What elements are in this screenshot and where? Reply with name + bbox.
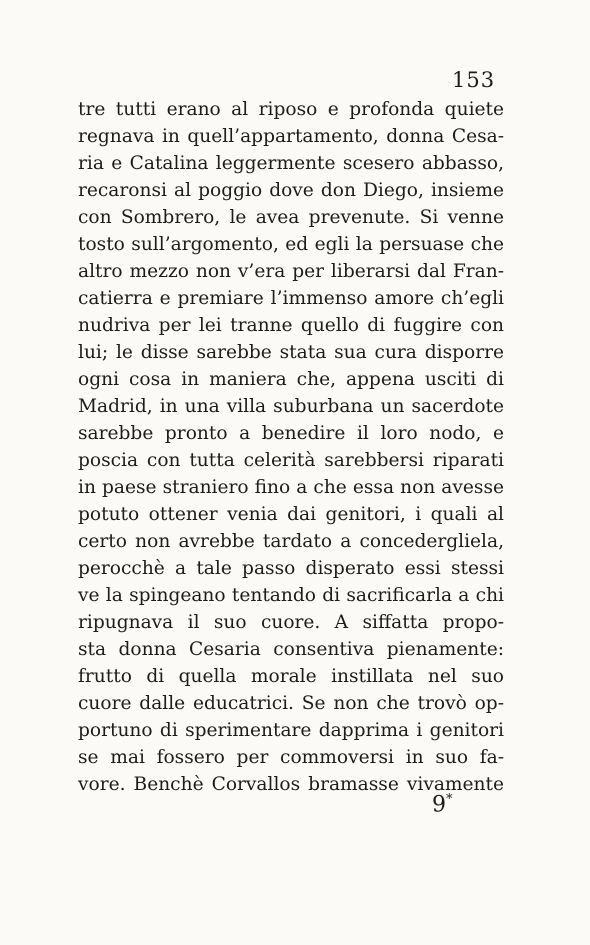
text-line: perocchè a tale passo disperato essi stessi [78, 558, 504, 579]
text-line: certo non avrebbe tardato a concedergliela, [78, 531, 504, 552]
text-line: se mai fossero per commoversi in suo fa- [78, 747, 504, 768]
text-line: ria e Catalina leggermente scesero abbasso, [78, 153, 504, 174]
text-line: recaronsi al poggio dove don Diego, insieme [78, 180, 504, 201]
text-line: vore. Benchè Corvallos bramasse vivamente [78, 774, 504, 795]
page-number: 153 [452, 68, 496, 92]
text-line: altro mezzo non v’era per liberarsi dal Fran- [78, 261, 504, 282]
body-text [78, 96, 504, 798]
signature-number: 9 [432, 792, 446, 818]
text-line: lui; le disse sarebbe stata sua cura disporre [78, 342, 504, 363]
text-line: regnava in quell’appartamento, donna Cesa- [78, 126, 504, 147]
text-line: ve la spingeano tentando di sacrificarla a chi [78, 585, 504, 606]
signature-asterisk: * [446, 792, 453, 807]
text-line: ogni cosa in maniera che, appena usciti di [78, 369, 504, 390]
text-line: cuore dalle educatrici. Se non che trovò op- [78, 693, 504, 714]
text-line: tosto sull’argomento, ed egli la persuase che [78, 234, 504, 255]
text-line: potuto ottener venia dai genitori, i quali al [78, 504, 504, 525]
text-line: catierra e premiare l’immenso amore ch’egli [78, 288, 504, 309]
text-line: con Sombrero, le avea prevenute. Si venne [78, 207, 504, 228]
text-line: Madrid, in una villa suburbana un sacerdote [78, 396, 504, 417]
text-line: sta donna Cesaria consentiva pienamente: [78, 639, 504, 660]
text-line: nudriva per lei tranne quello di fuggire con [78, 315, 504, 336]
text-line: in paese straniero fino a che essa non avesse [78, 477, 504, 498]
text-line: sarebbe pronto a benedire il loro nodo, e [78, 423, 504, 444]
text-line: tre tutti erano al riposo e profonda quiete [78, 99, 504, 120]
text-line: ripugnava il suo cuore. A siffatta propo- [78, 612, 504, 633]
text-line: poscia con tutta celerità sarebbersi riparati [78, 450, 504, 471]
text-line: frutto di quella morale instillata nel suo [78, 666, 504, 687]
text-line: portuno di sperimentare dapprima i genitori [78, 720, 504, 741]
signature-mark [432, 792, 453, 817]
